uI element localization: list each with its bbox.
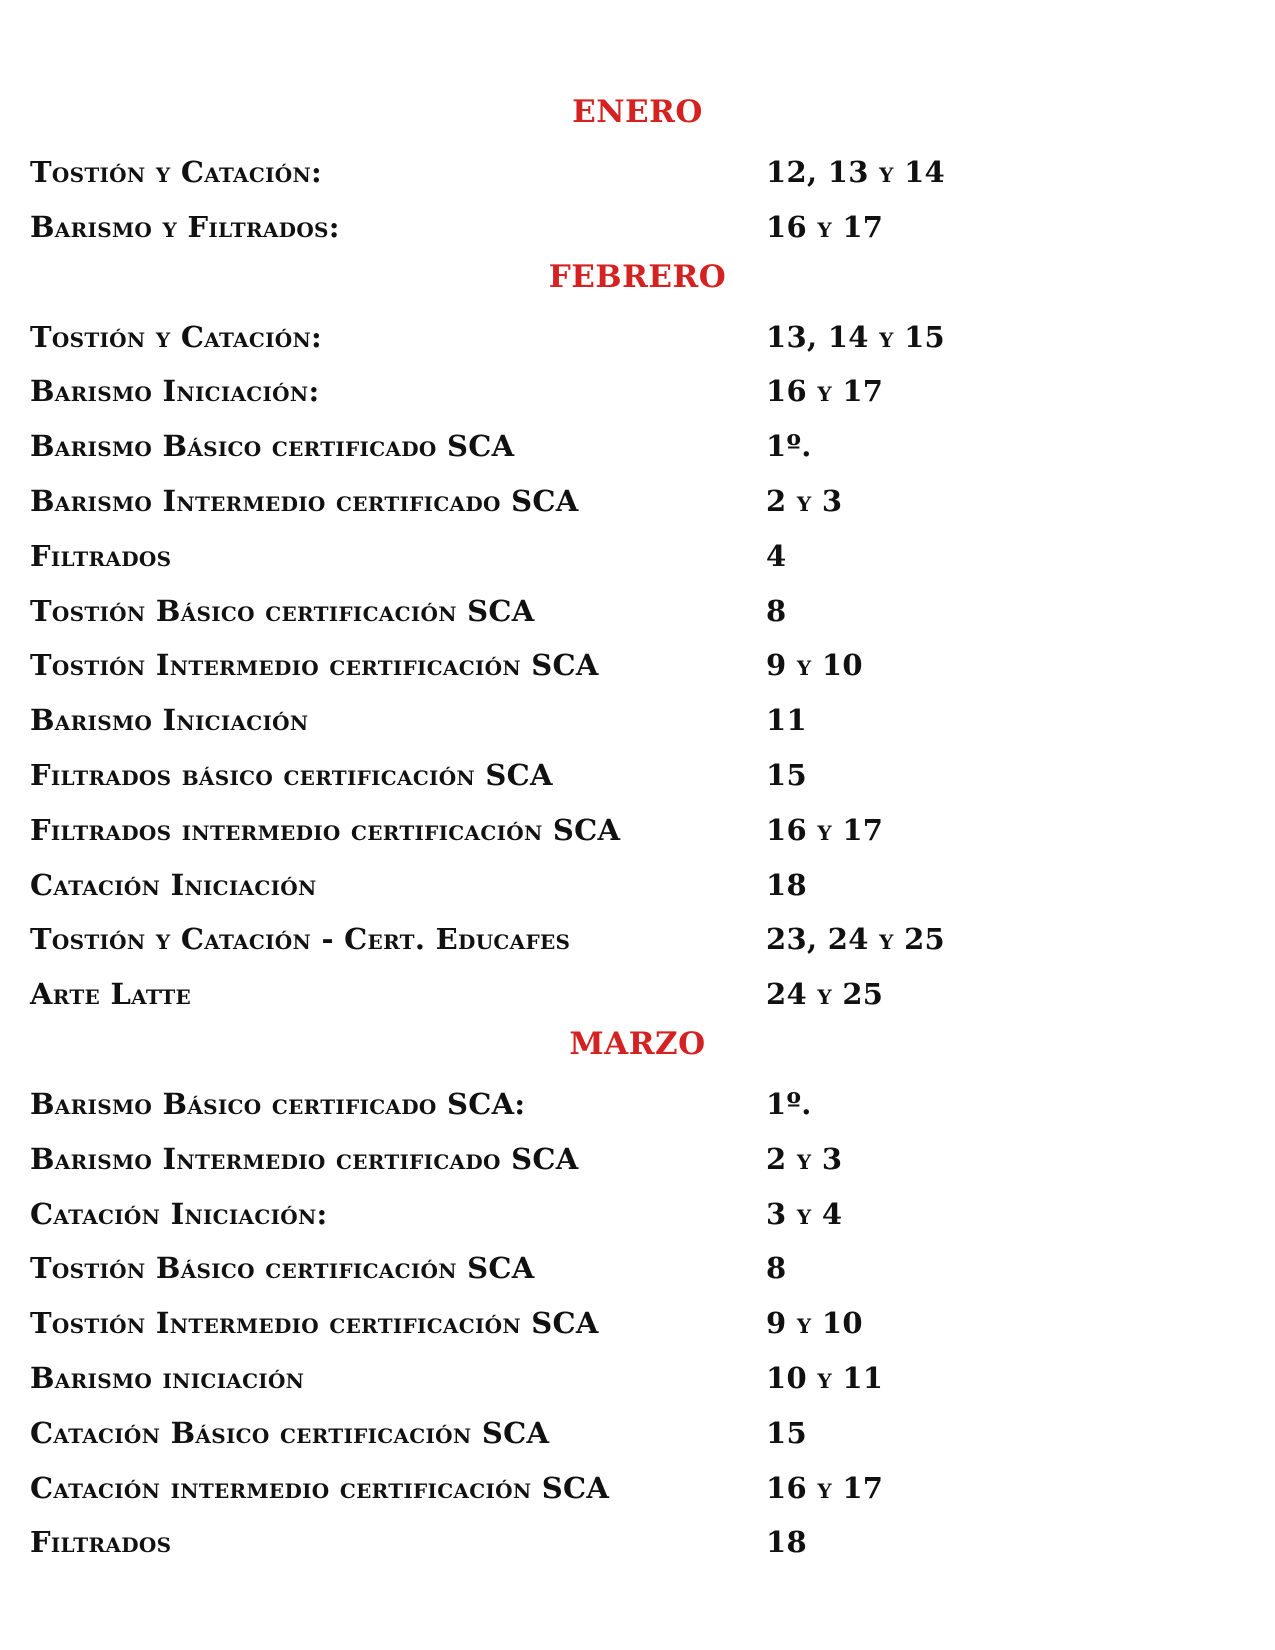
course-name: Tostión Básico certificación SCA (30, 1251, 535, 1286)
course-row (0, 1406, 1275, 1461)
course-dates: 18 (766, 867, 807, 902)
course-name: Barismo iniciación (30, 1360, 305, 1395)
course-name: Barismo y Filtrados: (30, 209, 340, 244)
course-name: Barismo Intermedio certificado SCA (30, 1141, 579, 1176)
course-row (0, 1351, 1275, 1406)
course-dates: 15 (766, 757, 807, 792)
course-row (0, 693, 1275, 748)
course-row (0, 638, 1275, 693)
course-name: Filtrados (30, 1525, 172, 1560)
course-row (0, 1132, 1275, 1187)
month-header (0, 255, 1275, 310)
month-header (0, 90, 1275, 145)
month-title: FEBRERO (548, 258, 727, 295)
course-dates: 2 y 3 (766, 483, 843, 518)
course-row (0, 1077, 1275, 1132)
course-dates: 16 y 17 (766, 209, 884, 244)
course-row (0, 310, 1275, 365)
course-row (0, 1187, 1275, 1242)
course-row (0, 912, 1275, 967)
course-row (0, 1515, 1275, 1570)
course-dates: 12, 13 y 14 (766, 155, 946, 189)
course-name: Barismo Básico certificado SCA: (30, 1086, 526, 1121)
course-row (0, 584, 1275, 639)
course-dates: 18 (766, 1525, 807, 1560)
course-dates: 9 y 10 (766, 1306, 863, 1341)
month-header (0, 1022, 1275, 1077)
course-name: Tostión y Catación - Cert. Educafes (30, 922, 571, 957)
course-row (0, 419, 1275, 474)
course-row (0, 474, 1275, 529)
course-name: Barismo Intermedio certificado SCA (30, 483, 579, 518)
course-name: Tostión y Catación: (30, 319, 323, 354)
course-dates: 15 (766, 1415, 807, 1450)
course-row (0, 858, 1275, 913)
course-dates: 11 (766, 703, 807, 738)
course-calendar (0, 90, 1275, 1570)
course-name: Barismo Básico certificado SCA (30, 429, 515, 464)
course-dates: 1º. (766, 429, 812, 464)
month-title: ENERO (572, 94, 703, 130)
course-row (0, 803, 1275, 858)
course-dates: 1º. (766, 1086, 812, 1121)
course-name: Filtrados (30, 538, 172, 573)
course-row (0, 967, 1275, 1022)
course-row (0, 748, 1275, 803)
course-dates: 16 y 17 (766, 1470, 884, 1505)
course-name: Catación Básico certificación SCA (30, 1415, 550, 1450)
month-title: MARZO (569, 1025, 706, 1062)
course-dates: 3 y 4 (766, 1196, 843, 1231)
course-row (0, 1296, 1275, 1351)
course-dates: 24 y 25 (766, 977, 884, 1012)
course-name: Tostión Intermedio certificación SCA (30, 648, 599, 683)
course-row (0, 364, 1275, 419)
course-row (0, 529, 1275, 584)
course-name: Filtrados básico certificación SCA (30, 757, 553, 792)
course-dates: 23, 24 y 25 (766, 922, 946, 957)
course-name: Catación Iniciación: (30, 1196, 328, 1231)
course-name: Arte Latte (30, 977, 192, 1012)
course-dates: 8 (766, 593, 787, 628)
course-name: Tostión Intermedio certificación SCA (30, 1306, 599, 1341)
course-dates: 8 (766, 1251, 787, 1286)
course-name: Barismo Iniciación: (30, 374, 320, 409)
course-row (0, 1461, 1275, 1516)
course-dates: 10 y 11 (766, 1360, 884, 1395)
course-row (0, 145, 1275, 200)
course-row (0, 1241, 1275, 1296)
course-dates: 16 y 17 (766, 812, 884, 847)
course-name: Tostión y Catación: (30, 155, 323, 189)
course-name: Catación intermedio certificación SCA (30, 1470, 610, 1505)
course-name: Filtrados intermedio certificación SCA (30, 812, 621, 847)
course-name: Catación Iniciación (30, 867, 317, 902)
course-name: Tostión Básico certificación SCA (30, 593, 535, 628)
course-dates: 2 y 3 (766, 1141, 843, 1176)
course-name: Barismo Iniciación (30, 703, 309, 738)
course-row (0, 200, 1275, 255)
course-dates: 13, 14 y 15 (766, 319, 946, 354)
course-dates: 9 y 10 (766, 648, 863, 683)
course-dates: 16 y 17 (766, 374, 884, 409)
course-dates: 4 (766, 538, 787, 573)
